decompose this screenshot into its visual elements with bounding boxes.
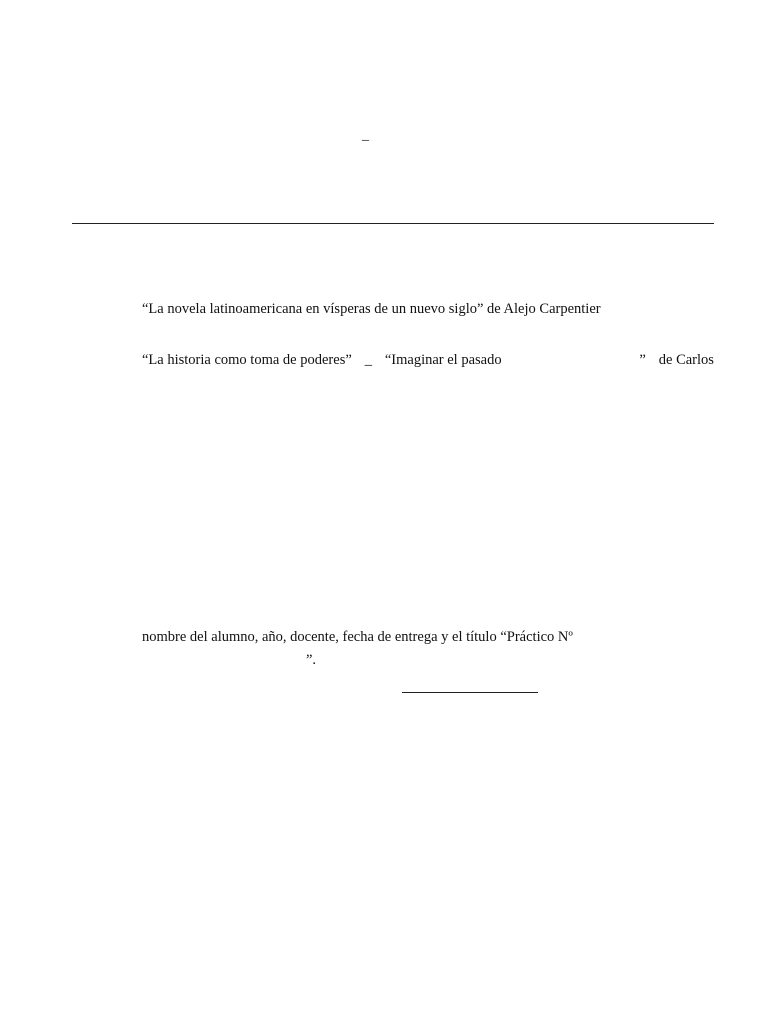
line2-segment-dash: _ <box>364 352 372 368</box>
line2-segment-title: “La historia como toma de poderes” <box>142 352 352 368</box>
line2-blank-gap <box>515 351 627 369</box>
line2-segment-close-quote: ” <box>639 352 646 368</box>
paragraph-line-instructions: nombre del alumno, año, docente, fecha de entrega y el título “Práctico Nº <box>142 629 573 645</box>
paragraph-line-carlos <box>142 351 714 369</box>
line2-segment-imaginar: “Imaginar el pasado <box>384 352 502 368</box>
paragraph-line-closing-quote: ”. <box>306 652 317 668</box>
line2-segment-author: de Carlos <box>658 352 714 368</box>
horizontal-rule <box>72 223 714 224</box>
paragraph-line-carpentier: “La novela latinoamericana en vísperas de un nuevo siglo” de Alejo Carpentier <box>142 301 601 317</box>
blank-underline <box>402 692 538 693</box>
header-dash: _ <box>362 128 369 143</box>
